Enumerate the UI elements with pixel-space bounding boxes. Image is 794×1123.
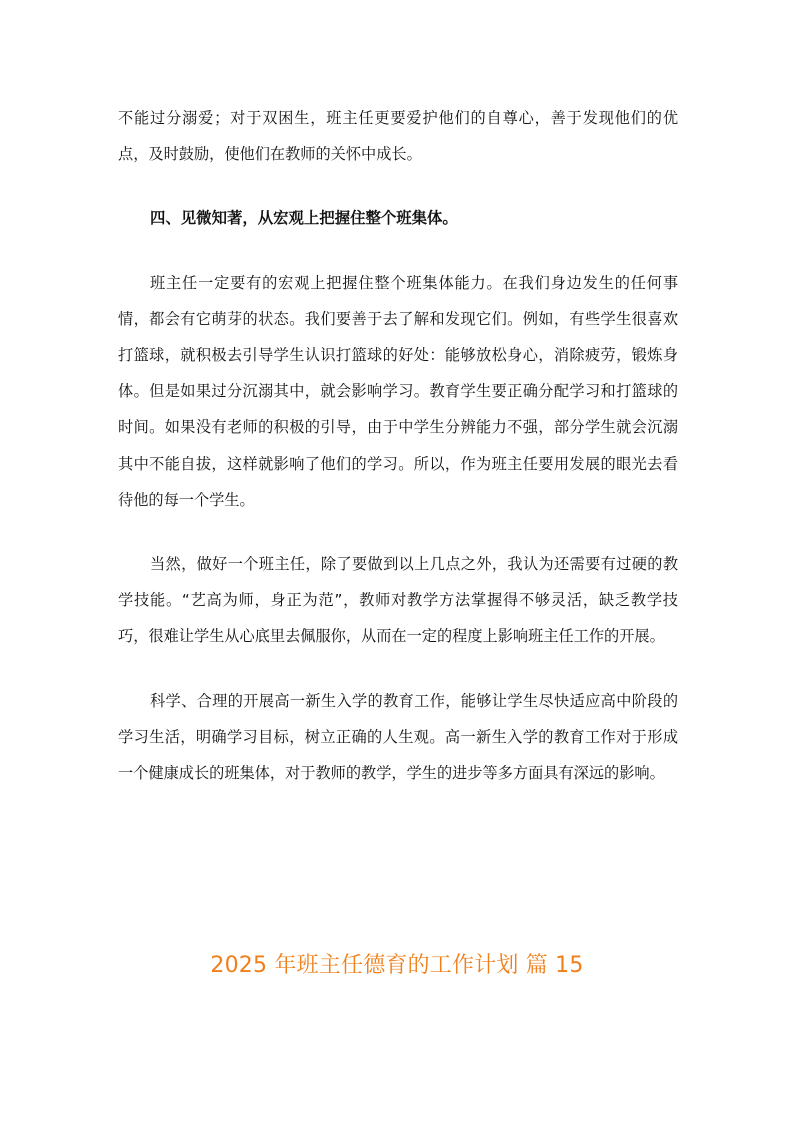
paragraph-teaching-skills: 当然，做好一个班主任，除了要做到以上几点之外，我认为还需要有过硬的教学技能。“艺高为师，身正为范”，教师对教学方法掌握得不够灵活，缺乏教学技巧，很难让学生从心底里去佩服你，从而在一定的程度上影响班主任工作的开展。 <box>118 555 678 646</box>
paragraph-continuation: 不能过分溺爱；对于双困生，班主任更要爱护他们的自尊心，善于发现他们的优点，及时鼓励，使他们在教师的关怀中成长。 <box>118 109 678 164</box>
section-heading-4: 四、见微知著，从宏观上把握住整个班集体。 <box>150 209 458 228</box>
paragraph-freshman-education: 科学、合理的开展高一新生入学的教育工作，能够让学生尽快适应高中阶段的学习生活，明确学习目标，树立正确的人生观。高一新生入学的教育工作对于形成一个健康成长的班集体，对于教师的教学，学生的进步等多方面具有深远的影响。 <box>118 691 678 783</box>
paragraph-overall-class-control: 班主任一定要有的宏观上把握住整个班集体能力。在我们身边发生的任何事情，都会有它萌芽的状态。我们要善于去了解和发现它们。例如，有些学生很喜欢打篮球，就积极去引导学生认识打篮球的好处：能够放松身心，消除疲劳，锻炼身体。但是如果过分沉溺其中，就会影响学习。教育学生要正确分配学习和打篮球的时间。如果没有老师的积极的引导，由于中学生分辨能力不强，部分学生就会沉溺其中不能自拔，这样就影响了他们的学习。所以，作为班主任要用发展的眼光去看待他的每一个学生。 <box>118 273 678 509</box>
document-body <box>118 100 678 791</box>
section-title: 2025 年班主任德育的工作计划 篇 15 <box>210 953 584 978</box>
